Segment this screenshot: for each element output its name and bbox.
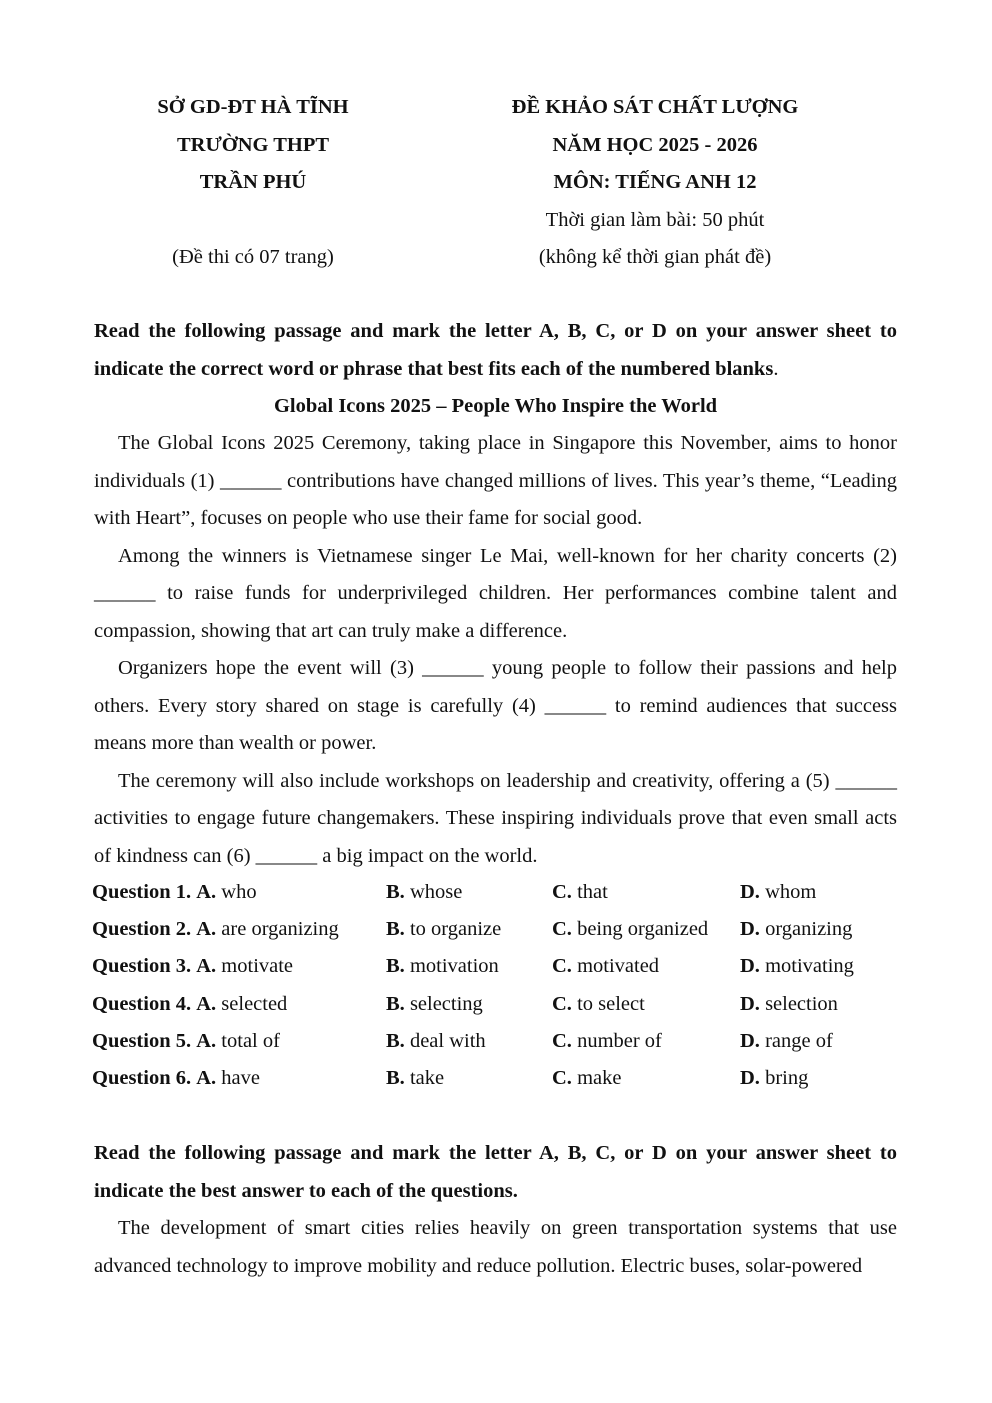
option-letter: C. — [552, 881, 572, 903]
option-text: are organizing — [221, 918, 339, 940]
option-letter: B. — [386, 993, 405, 1015]
option-letter: D. — [740, 1030, 760, 1052]
question-label: Question 5. — [92, 1030, 192, 1052]
section1-instruction-text: Read the following passage and mark the letter A, B, C, or D on your answer sheet to indicate the correct word or phrase that best fits each of the numbered blanks — [94, 320, 897, 380]
option-text: to organize — [409, 918, 502, 940]
option-text: being organized — [577, 918, 709, 940]
option-letter: B. — [386, 955, 405, 977]
school-name-line1: TRƯỜNG THPT — [176, 133, 330, 156]
option-letter: D. — [740, 955, 760, 977]
subject: MÔN: TIẾNG ANH 12 — [553, 171, 757, 193]
option-letter: B. — [386, 1030, 405, 1052]
option-letter: C. — [552, 918, 572, 940]
school-header — [100, 89, 406, 202]
option-text: take — [409, 1067, 445, 1089]
option-letter: A. — [196, 993, 217, 1015]
option-text: whose — [409, 881, 463, 903]
department-name: SỞ GD-ĐT HÀ TĨNH — [157, 96, 349, 118]
passage-paragraph-3: Organizers hope the event will (3) ______ young people to follow their passions and help others. Every story shared on stage is carefully (4) ______ to remind audiences that success means more than wealth or power. — [94, 657, 897, 754]
section2-paragraph-1: The development of smart cities relies heavily on green transportation systems that use advanced technology to improve mobility and reduce pollution. Electric buses, solar-powered — [94, 1217, 897, 1277]
option-letter: B. — [386, 1067, 405, 1089]
option-letter: C. — [552, 1030, 572, 1052]
option-letter: B. — [386, 881, 405, 903]
option-letter: C. — [552, 955, 572, 977]
question-3 — [92, 948, 912, 986]
passage-paragraph-2: Among the winners is Vietnamese singer Le Mai, well-known for her charity concerts (2) ______ to raise funds for underprivileged children. Her performances combine talent and compassion, showing that art can truly make a difference. — [94, 544, 897, 642]
passage-title: Global Icons 2025 – People Who Inspire the World — [273, 395, 718, 417]
option-text: deal with — [409, 1030, 486, 1052]
section2-instruction: Read the following passage and mark the letter A, B, C, or D on your answer sheet to indicate the best answer to each of the questions. — [94, 1142, 897, 1202]
option-letter: A. — [196, 881, 217, 903]
school-name-line2: TRẦN PHÚ — [199, 171, 307, 193]
section1-instruction-period: . — [773, 357, 779, 380]
exam-title: ĐỀ KHẢO SÁT CHẤT LƯỢNG — [511, 96, 799, 118]
option-text: organizing — [765, 918, 853, 940]
passage — [94, 425, 897, 875]
option-text: selection — [765, 993, 838, 1015]
question-label: Question 3. — [92, 955, 192, 977]
option-letter: D. — [740, 1067, 760, 1089]
question-label: Question 1. — [92, 881, 192, 903]
option-letter: A. — [196, 1067, 217, 1089]
option-letter: B. — [386, 918, 405, 940]
option-text: selecting — [409, 993, 483, 1015]
option-text: bring — [765, 1067, 809, 1089]
time-note: (không kể thời gian phát đề) — [538, 246, 772, 268]
page-count-note: (Đề thi có 07 trang) — [172, 246, 334, 268]
option-letter: D. — [740, 881, 760, 903]
option-text: whom — [765, 881, 817, 903]
option-letter: D. — [740, 993, 760, 1015]
option-text: motivation — [409, 955, 499, 977]
option-text: that — [577, 881, 608, 903]
option-text: make — [577, 1067, 622, 1089]
question-4 — [92, 986, 912, 1024]
option-letter: C. — [552, 993, 572, 1015]
option-text: have — [221, 1067, 260, 1089]
question-5 — [92, 1023, 912, 1061]
option-letter: A. — [196, 1030, 217, 1052]
option-text: range of — [765, 1030, 833, 1052]
question-label: Question 4. — [92, 993, 192, 1015]
section1-instruction — [94, 313, 897, 388]
passage-paragraph-1: The Global Icons 2025 Ceremony, taking place in Singapore this November, aims to honor individuals (1) ______ contributions have changed millions of lives. This year’s theme, “Leading with Heart”, focuses on people who use their fame for social good. — [94, 432, 897, 529]
exam-header — [502, 89, 808, 277]
question-2 — [92, 911, 912, 949]
question-1 — [92, 874, 912, 912]
option-text: motivate — [221, 955, 294, 977]
question-label: Question 2. — [92, 918, 192, 940]
option-letter: A. — [196, 918, 217, 940]
question-6 — [92, 1060, 912, 1098]
passage-paragraph-4: The ceremony will also include workshops on leadership and creativity, offering a (5) ______ activities to engage future changemakers. These inspiring individuals prove that even small acts of kindness can (6) ______ a big impact on the world. — [94, 769, 897, 867]
option-letter: D. — [740, 918, 760, 940]
option-text: to select — [577, 993, 645, 1015]
option-letter: C. — [552, 1067, 572, 1089]
school-year: NĂM HỌC 2025 - 2026 — [552, 133, 758, 156]
question-label: Question 6. — [92, 1067, 192, 1089]
option-text: who — [221, 881, 257, 903]
option-letter: A. — [196, 955, 217, 977]
option-text: total of — [221, 1030, 280, 1052]
option-text: number of — [577, 1030, 662, 1052]
option-text: motivated — [577, 955, 660, 977]
time-limit: Thời gian làm bài: 50 phút — [545, 208, 765, 231]
section2-passage — [94, 1210, 897, 1285]
option-text: motivating — [765, 955, 854, 977]
option-text: selected — [221, 993, 288, 1015]
